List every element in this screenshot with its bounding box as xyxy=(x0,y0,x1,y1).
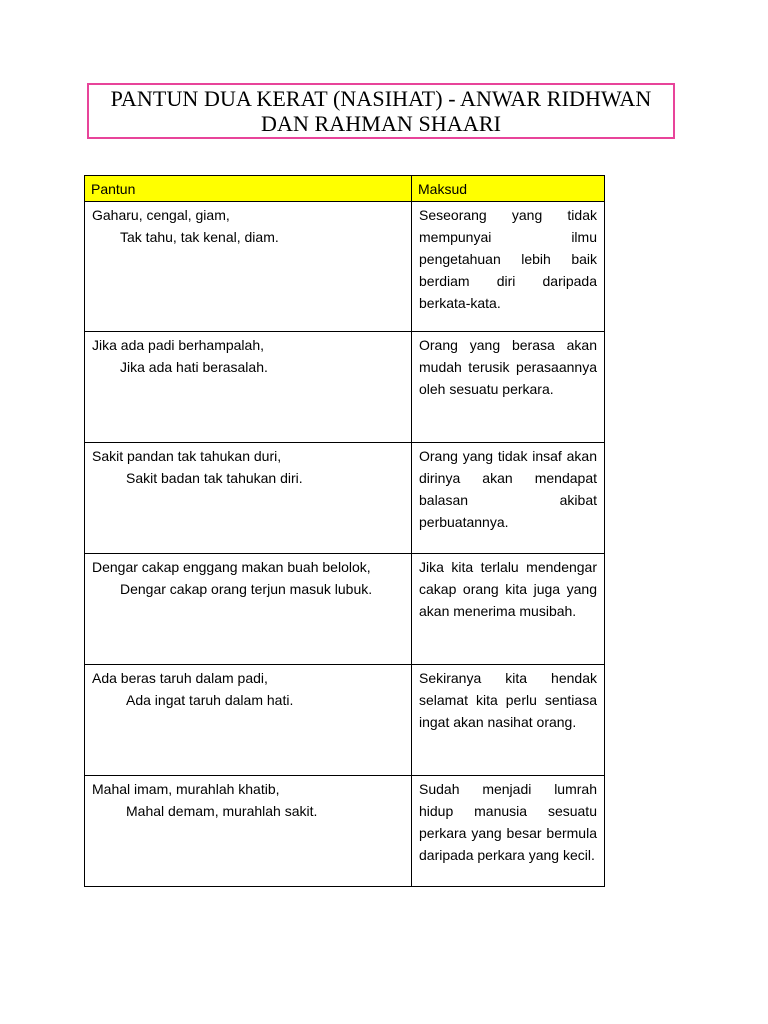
maksud-text: Orang yang tidak insaf akan dirinya akan mendapat balasan akibat perbuatannya. xyxy=(419,448,597,530)
pantun-line-1: Ada beras taruh dalam padi, xyxy=(92,670,268,686)
pantun-line-1: Jika ada padi berhampalah, xyxy=(92,337,265,353)
pantun-line-2: Mahal demam, murahlah sakit. xyxy=(126,803,318,819)
pantun-cell xyxy=(85,776,412,887)
header-maksud: Maksud xyxy=(412,176,605,202)
pantun-line-2: Jika ada hati berasalah. xyxy=(120,359,268,375)
maksud-cell xyxy=(412,202,605,332)
maksud-text: Orang yang berasa akan mudah terusik perasaannya oleh sesuatu perkara. xyxy=(419,337,597,397)
maksud-cell xyxy=(412,776,605,887)
table-row xyxy=(85,332,605,443)
pantun-line-2: Tak tahu, tak kenal, diam. xyxy=(120,229,279,245)
pantun-line-2: Sakit badan tak tahukan diri. xyxy=(126,470,303,486)
pantun-cell xyxy=(85,332,412,443)
pantun-line-1: Gaharu, cengal, giam, xyxy=(92,207,230,223)
table-row xyxy=(85,443,605,554)
pantun-line-1: Sakit pandan tak tahukan duri, xyxy=(92,448,282,464)
maksud-text: Jika kita terlalu mendengar cakap orang kita juga yang akan menerima musibah. xyxy=(419,559,597,619)
pantun-line-1: Mahal imam, murahlah khatib, xyxy=(92,781,280,797)
pantun-cell xyxy=(85,554,412,665)
maksud-cell xyxy=(412,665,605,776)
page-title: PANTUN DUA KERAT (NASIHAT) - ANWAR RIDHWAN DAN RAHMAN SHAARI xyxy=(110,86,652,136)
maksud-cell xyxy=(412,554,605,665)
maksud-text: Seseorang yang tidak mempunyai ilmu pengetahuan lebih baik berdiam diri daripada berkata-kata. xyxy=(419,207,597,311)
title-box xyxy=(87,83,675,139)
pantun-cell xyxy=(85,665,412,776)
maksud-cell xyxy=(412,443,605,554)
header-pantun: Pantun xyxy=(85,176,412,202)
pantun-cell xyxy=(85,202,412,332)
table-row xyxy=(85,665,605,776)
pantun-line-1: Dengar cakap enggang makan buah belolok, xyxy=(92,559,371,575)
pantun-line-2: Ada ingat taruh dalam hati. xyxy=(126,692,294,708)
maksud-text: Sudah menjadi lumrah hidup manusia sesuatu perkara yang besar bermula daripada perkara yang kecil. xyxy=(419,781,597,863)
pantun-line-2: Dengar cakap orang terjun masuk lubuk. xyxy=(120,581,373,597)
table-row xyxy=(85,202,605,332)
table-row xyxy=(85,554,605,665)
maksud-text: Sekiranya kita hendak selamat kita perlu sentiasa ingat akan nasihat orang. xyxy=(419,670,597,730)
pantun-table xyxy=(84,175,605,887)
pantun-cell xyxy=(85,443,412,554)
table-row xyxy=(85,776,605,887)
maksud-cell xyxy=(412,332,605,443)
table-header-row xyxy=(85,176,605,202)
